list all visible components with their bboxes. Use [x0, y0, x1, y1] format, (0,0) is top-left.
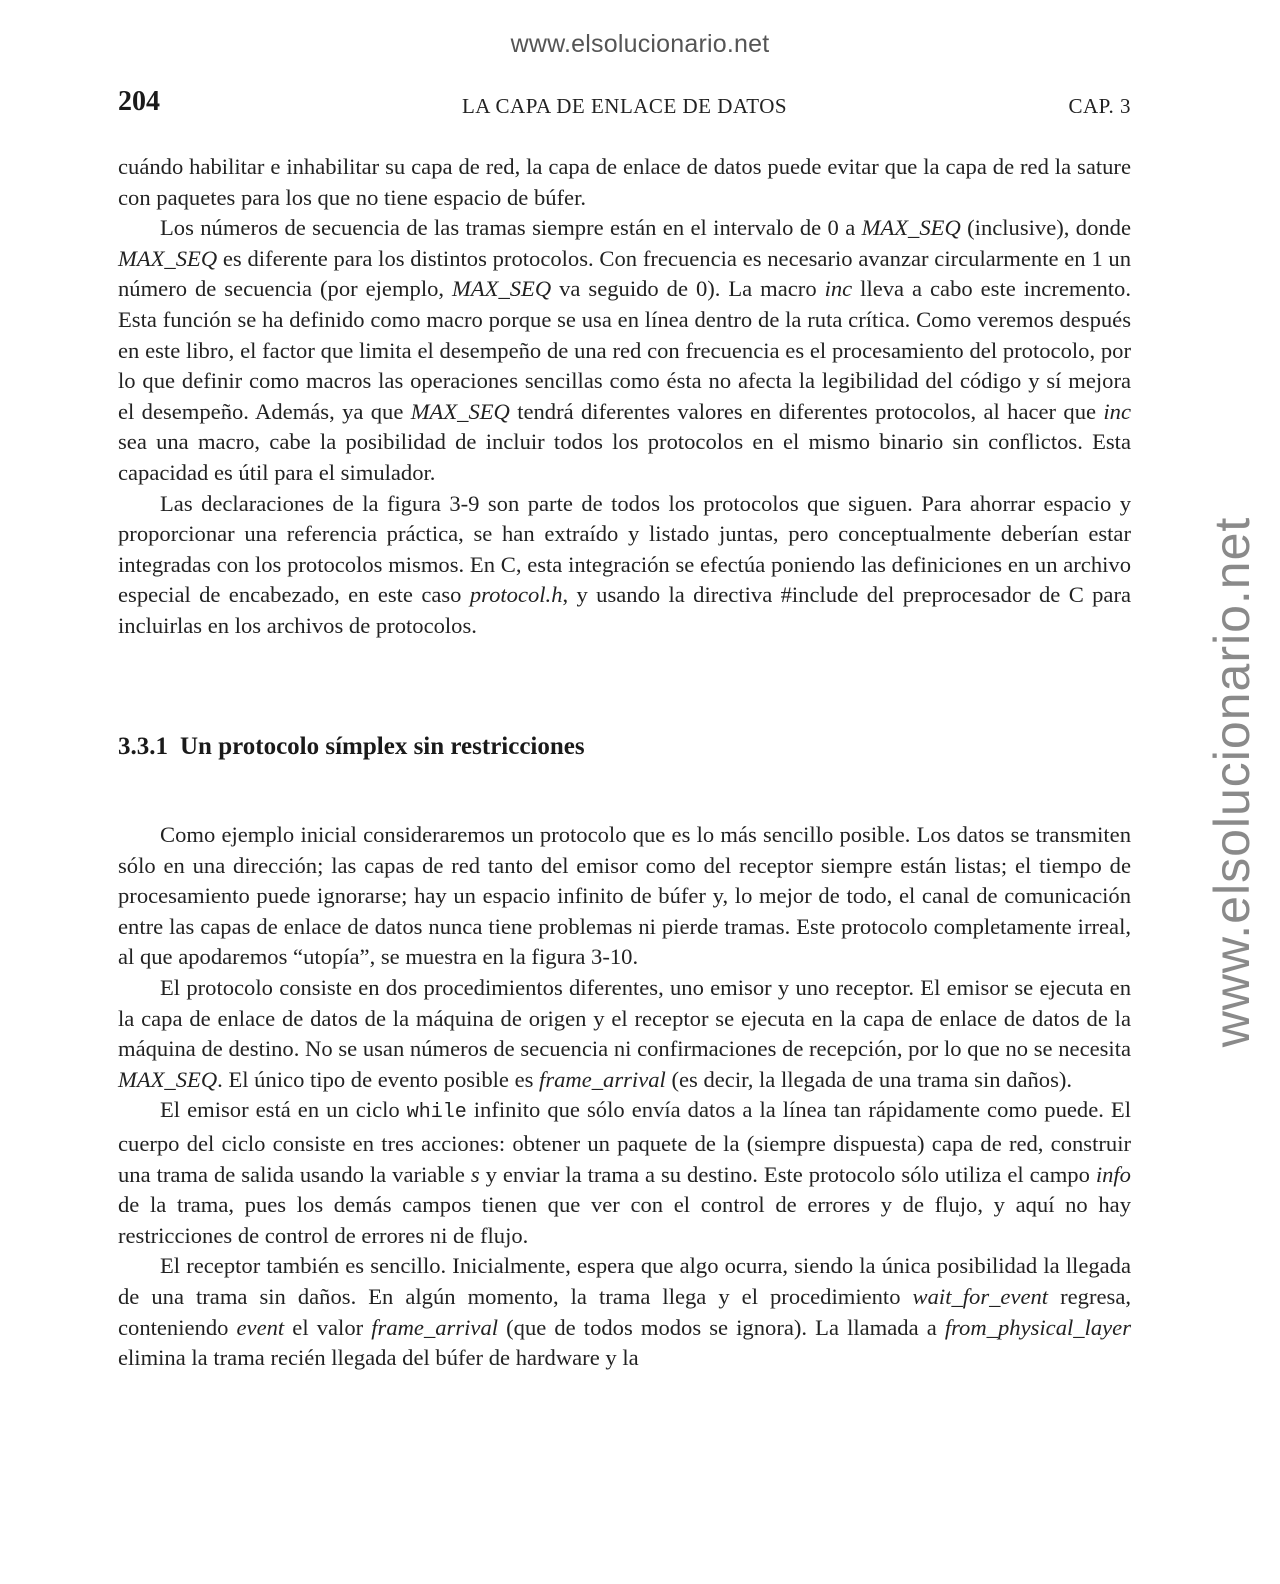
p7-text-5: elimina la trama recién llegada del búfer de hardware y la — [118, 1345, 639, 1371]
page-header — [118, 86, 1131, 126]
p6-code-1: while — [406, 1101, 467, 1125]
watermark-top: www.elsolucionario.net — [510, 30, 770, 58]
p2-text-5: lleva a cabo este incremento. Esta función se ha definido como macro porque se usa en línea dentro de la ruta crítica. Como veremos después en este libro, el factor que limita el desempeño de una red con frecuencia es el procesamiento del protocolo, por lo que definir como macros las operaciones sencillas como ésta no afecta la legibilidad del código y sí mejora el desempeño. Además, ya que — [118, 276, 1131, 424]
p2-italic-1: MAX_SEQ — [861, 215, 961, 241]
paragraph-sender — [118, 1095, 1131, 1251]
paragraph-declarations — [118, 489, 1131, 642]
p5-text-1: El protocolo consiste en dos procedimientos diferentes, uno emisor y uno receptor. El emisor se ejecuta en la capa de enlace de datos de la máquina de origen y el receptor se ejecuta en la capa de enlace de datos de la máquina de destino. No se usan números de secuencia ni confirmaciones de recepción, por lo que no se necesita — [118, 974, 1131, 1062]
p5-italic-1: MAX_SEQ — [118, 1066, 218, 1092]
p6-text-4: de la trama, pues los demás campos tienen que ver con el control de errores y de flujo, y aquí no hay restricciones de control de errores ni de flujo. — [118, 1192, 1131, 1248]
p6-italic-2: info — [1095, 1161, 1131, 1187]
p2-text-6: tendrá diferentes valores en diferentes protocolos, al hacer que — [509, 398, 1104, 424]
running-title: LA CAPA DE ENLACE DE DATOS — [461, 94, 788, 118]
p2-text-7: sea una macro, cabe la posibilidad de incluir todos los protocolos en el mismo binario sin conflictos. Esta capacidad es útil para el simulador. — [118, 429, 1131, 485]
p3-text-2: , y usando la directiva #include del preprocesador de C para incluirlas en los archivos de protocolos. — [118, 582, 1131, 638]
p6-text-3: y enviar la trama a su destino. Este protocolo sólo utiliza el campo — [479, 1161, 1096, 1187]
text-block-top — [118, 152, 1131, 642]
p7-text-3: el valor — [284, 1314, 372, 1340]
p6-italic-1: s — [470, 1161, 480, 1187]
p7-italic-2: event — [236, 1314, 285, 1340]
page-number: 204 — [118, 86, 160, 117]
p3-italic-1: protocol.h — [469, 582, 563, 608]
chapter-label: CAP. 3 — [1068, 94, 1131, 118]
p2-italic-4: inc — [824, 276, 853, 302]
section-heading — [118, 733, 585, 761]
paragraph-utopia — [118, 820, 1131, 973]
p2-text-2: (inclusive), donde — [960, 215, 1131, 241]
p6-text-2: infinito que sólo envía datos a la línea tan rápidamente como puede. El cuerpo del ciclo consiste en tres acciones: obtener un paquete de la (siempre dispuesta) capa de red, construir una trama de salida usando la variable — [118, 1097, 1131, 1187]
p7-text-2: regresa, conteniendo — [118, 1283, 1131, 1340]
p2-text-4: va seguido de 0). La macro — [551, 276, 825, 302]
p7-italic-4: from_physical_layer — [944, 1314, 1131, 1340]
text-block-bottom — [118, 820, 1131, 1374]
p2-italic-6: inc — [1103, 398, 1131, 424]
p2-text-3: es diferente para los distintos protocolos. Con frecuencia es necesario avanzar circularmente en 1 un número de secuencia (por ejemplo, — [118, 245, 1131, 302]
p2-text-1: Los números de secuencia de las tramas siempre están en el intervalo de 0 a — [160, 215, 862, 241]
p1-text: cuándo habilitar e inhabilitar su capa de red, la capa de enlace de datos puede evitar que la capa de red la sature con paquetes para los que no tiene espacio de búfer. — [118, 154, 1131, 210]
p7-text-1: El receptor también es sencillo. Inicialmente, espera que algo ocurra, siendo la única posibilidad la llegada de una trama sin daños. En algún momento, la trama llega y el procedimiento — [118, 1253, 1131, 1309]
watermark-side: www.elsolucionario.net — [1204, 516, 1260, 1048]
p3-text-1: Las declaraciones de la figura 3-9 son parte de todos los protocolos que siguen. Para ahorrar espacio y proporcionar una referencia práctica, se han extraído y listado juntas, pero conceptualmente deberían estar integradas con los protocolos mismos. En C, esta integración se efectúa poniendo las definiciones en un archivo especial de encabezado, en este caso — [118, 490, 1131, 608]
section-title: Un protocolo símplex sin restricciones — [180, 733, 585, 760]
p6-text-1: El emisor está en un ciclo — [160, 1097, 407, 1123]
p5-italic-2: frame_arrival — [539, 1066, 666, 1092]
p4-text-1: Como ejemplo inicial consideraremos un protocolo que es lo más sencillo posible. Los datos se transmiten sólo en una dirección; las capas de red tanto del emisor como del receptor siempre están listas; el tiempo de procesamiento puede ignorarse; hay un espacio infinito de búfer y, lo mejor de todo, el canal de comunicación entre las capas de enlace de datos nunca tiene problemas ni pierde tramas. Este protocolo completamente irreal, al que apodaremos “utopía”, se muestra en la figura 3-10. — [118, 822, 1131, 970]
p2-italic-3: MAX_SEQ — [452, 276, 552, 302]
p5-text-2: . El único tipo de evento posible es — [217, 1066, 540, 1092]
p2-italic-5: MAX_SEQ — [410, 398, 510, 424]
p5-text-3: (es decir, la llegada de una trama sin daños). — [665, 1066, 1073, 1092]
p7-italic-3: frame_arrival — [371, 1314, 499, 1340]
paragraph-receiver — [118, 1251, 1131, 1373]
paragraph-continuation — [118, 152, 1131, 213]
paragraph-sequence-numbers — [118, 213, 1131, 488]
paragraph-procedures — [118, 973, 1131, 1095]
section-number: 3.3.1 — [118, 733, 168, 760]
p2-italic-2: MAX_SEQ — [118, 245, 218, 271]
p7-text-4: (que de todos modos se ignora). La llamada a — [498, 1314, 945, 1340]
p7-italic-1: wait_for_event — [912, 1283, 1049, 1309]
